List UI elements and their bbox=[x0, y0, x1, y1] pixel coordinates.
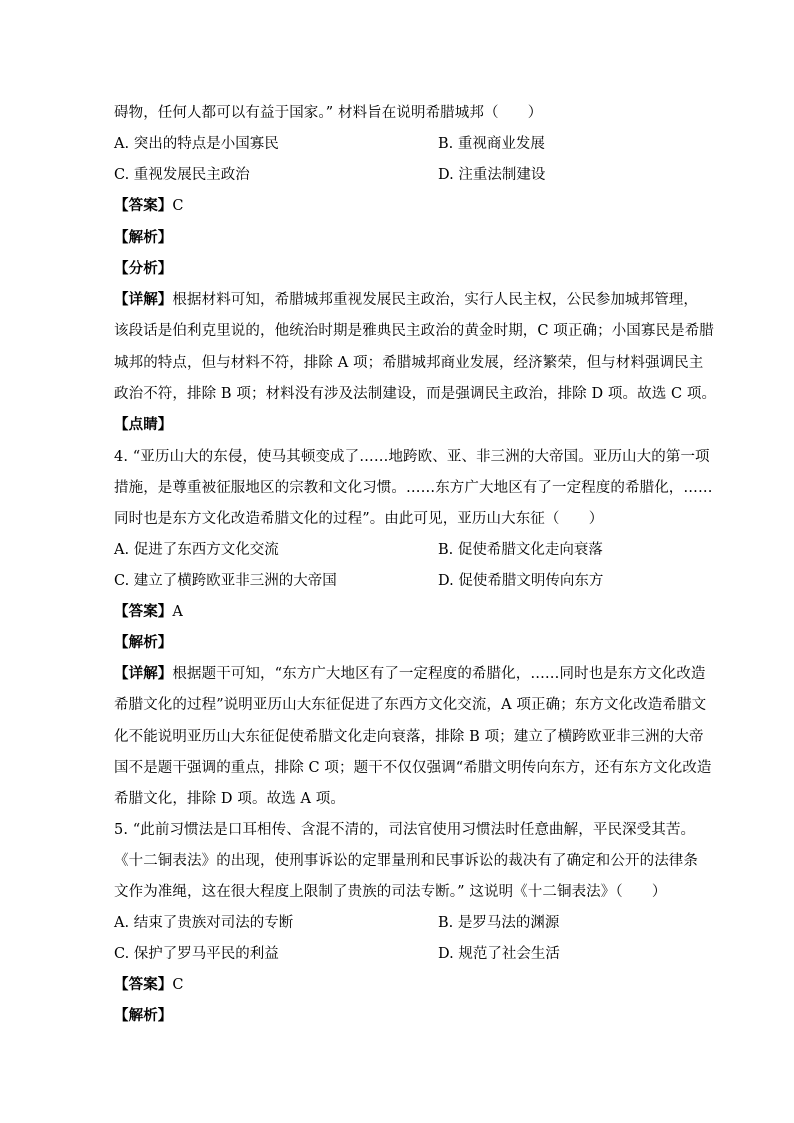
q4-detail-text-1: 根据题干可知，“东方广大地区有了一定程度的希腊化，……同时也是东方文化改造 bbox=[172, 666, 706, 682]
q3-dianjing-label: 【点睛】 bbox=[114, 416, 173, 433]
q4-detail-line-4: 国不是题干强调的重点，排除 C 项；题干不仅仅强调“希腊文明传向东方，还有东方文化改造 bbox=[114, 760, 712, 776]
q5-stem-line-3: 文作为准绳，这在很大程度上限制了贵族的司法专断。” 这说明《十二铜表法》（ ） bbox=[114, 884, 667, 900]
q5-option-a: A. 结束了贵族对司法的专断 bbox=[114, 915, 294, 931]
q3-option-b: B. 重视商业发展 bbox=[438, 136, 545, 152]
q5-option-c: C. 保护了罗马平民的利益 bbox=[114, 946, 279, 962]
q3-detail-line-4: 政治不符，排除 B 项；材料没有涉及法制建设，而是强调民主政治，排除 D 项。故选 C 项。 bbox=[114, 386, 717, 402]
q3-fenxi-label: 【分析】 bbox=[114, 260, 173, 277]
q5-answer bbox=[114, 975, 684, 995]
q3-detail-line-2: 该段话是伯利克里说的，他统治时期是雅典民主政治的黄金时期，C 项正确；小国寡民是希腊 bbox=[114, 323, 714, 339]
q4-answer bbox=[114, 602, 684, 622]
q3-option-d: D. 注重法制建设 bbox=[438, 167, 546, 183]
detail-label: 【详解】 bbox=[114, 665, 173, 682]
q4-detail-line-3: 化不能说明亚历山大东征促使希腊文化走向衰落，排除 B 项；建立了横跨欧亚非三洲的大帝 bbox=[114, 729, 704, 745]
detail-label: 【详解】 bbox=[114, 291, 173, 308]
q4-stem-line-3: 同时也是东方文化改造希腊文化的过程”。由此可见，亚历山大东征（ ） bbox=[114, 511, 604, 527]
q3-option-a: A. 突出的特点是小国寡民 bbox=[114, 136, 279, 152]
q3-answer bbox=[114, 196, 684, 216]
answer-label: 【答案】 bbox=[114, 603, 173, 620]
q4-option-d: D. 促使希腊文明传向东方 bbox=[438, 573, 604, 589]
q3-option-c: C. 重视发展民主政治 bbox=[114, 167, 250, 183]
q4-option-a: A. 促进了东西方文化交流 bbox=[114, 542, 279, 558]
q3-detail-line-1 bbox=[114, 290, 699, 310]
q4-detail-line-5: 希腊文化，排除 D 项。故选 A 项。 bbox=[114, 791, 345, 807]
q4-stem-line-1: 4. “亚历山大的东侵，使马其顿变成了……地跨欧、亚、非三洲的大帝国。亚历山大的第一项 bbox=[114, 449, 710, 465]
q4-detail-line-2: 希腊文化的过程”说明亚历山大东征促进了东西方文化交流，A 项正确；东方文化改造希腊文 bbox=[114, 697, 707, 713]
q5-stem-line-1: 5. “此前习惯法是口耳相传、含混不清的，司法官使用习惯法时任意曲解，平民深受其苦。 bbox=[114, 822, 696, 838]
q4-answer-value: A bbox=[172, 604, 183, 620]
q4-detail-line-1 bbox=[114, 664, 706, 684]
q5-stem-line-2: 《十二铜表法》的出现，使刑事诉讼的定罪量刑和民事诉讼的裁决有了确定和公开的法律条 bbox=[114, 853, 698, 869]
q3-stem-tail: 碍物，任何人都可以有益于国家。” 材料旨在说明希腊城邦（ ） bbox=[114, 105, 543, 121]
q3-detail-text-1: 根据材料可知，希腊城邦重视发展民主政治，实行人民主权，公民参加城邦管理， bbox=[172, 292, 699, 308]
q3-answer-value: C bbox=[172, 198, 184, 214]
q3-analysis-label: 【解析】 bbox=[114, 229, 173, 246]
q4-stem-line-2: 措施，是尊重被征服地区的宗教和文化习惯。……东方广大地区有了一定程度的希腊化，…… bbox=[114, 480, 713, 496]
q5-option-b: B. 是罗马法的渊源 bbox=[438, 915, 560, 931]
answer-label: 【答案】 bbox=[114, 197, 173, 214]
q3-detail-line-3: 城邦的特点，但与材料不符，排除 A 项；希腊城邦商业发展，经济繁荣，但与材料强调民主 bbox=[114, 355, 704, 371]
q5-analysis-label: 【解析】 bbox=[114, 1007, 173, 1024]
q5-answer-value: C bbox=[172, 977, 184, 993]
answer-label: 【答案】 bbox=[114, 976, 173, 993]
q4-analysis-label: 【解析】 bbox=[114, 634, 173, 651]
q5-option-d: D. 规范了社会生活 bbox=[438, 946, 560, 962]
q4-option-b: B. 促使希腊文化走向衰落 bbox=[438, 542, 603, 558]
q4-option-c: C. 建立了横跨欧亚非三洲的大帝国 bbox=[114, 573, 337, 589]
